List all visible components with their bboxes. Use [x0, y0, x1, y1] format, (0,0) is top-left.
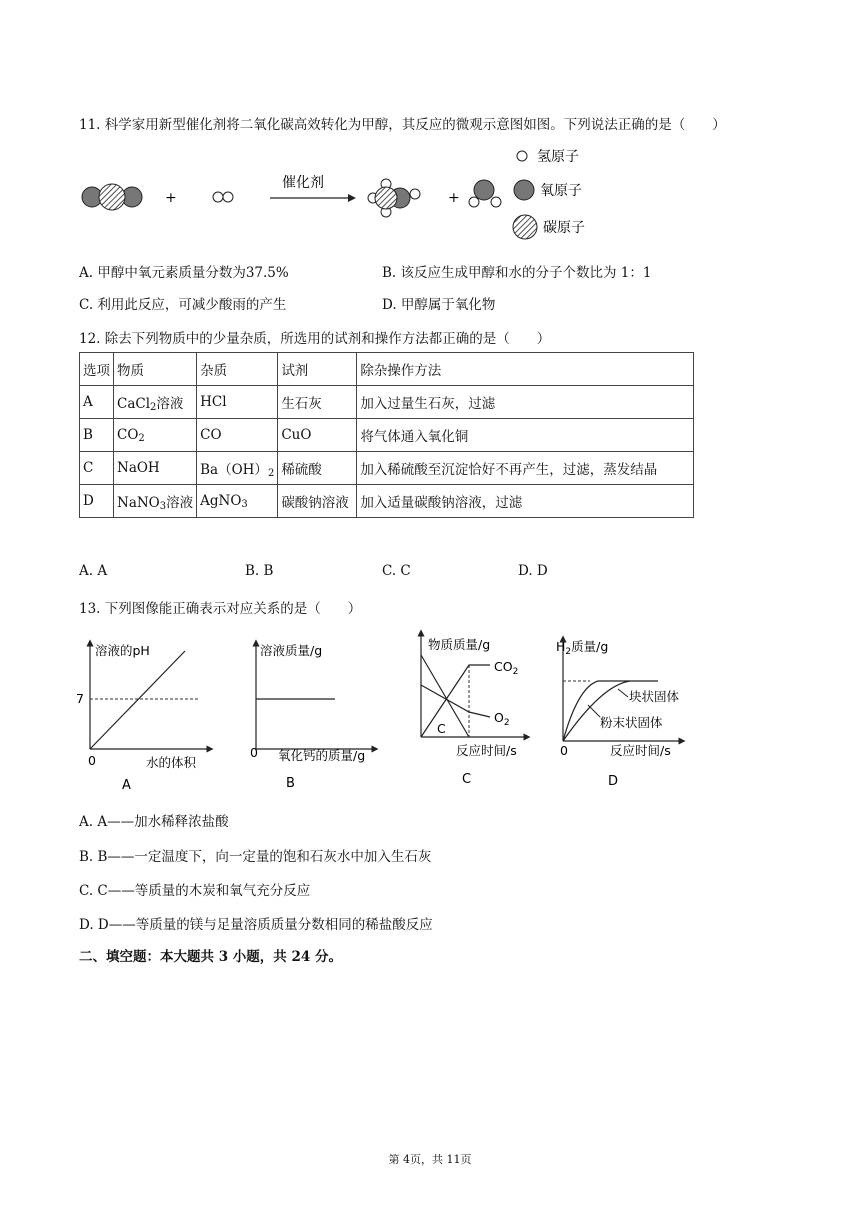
graph-a-caption: A — [122, 778, 131, 793]
legend-hydrogen: 氢原子 — [537, 149, 579, 165]
graph-b — [250, 643, 375, 791]
table-cell: NaNO$_3$溶液 — [114, 485, 197, 518]
table-cell: 加入稀硫酸至沉淀恰好不再产生，过滤，蒸发结晶 — [357, 452, 694, 485]
table-cell: D — [80, 485, 114, 518]
graph-b-xlabel: 氧化钙的质量/g — [278, 748, 366, 763]
water-molecule-icon — [469, 180, 501, 207]
table-cell: CaCl$_2$溶液 — [114, 386, 197, 419]
table-cell: $Ba(OH)_2$ — [197, 452, 278, 485]
table-row — [80, 485, 694, 518]
table-cell: 碳酸钠溶液 — [278, 485, 357, 518]
table-header-cell: 物质 — [114, 353, 197, 386]
graph-c-c-label: C — [437, 721, 446, 736]
graph-d-xlabel: 反应时间/s — [610, 743, 671, 758]
q12-option-b: B. B — [245, 563, 274, 579]
graph-b-caption: B — [286, 776, 295, 791]
legend-oxygen: 氧原子 — [540, 183, 582, 199]
section-heading: 二、填空题：本大题共 3 小题，共 24 分。 — [79, 949, 342, 965]
q11-option-a: A. 甲醇中氧元素质量分数为37.5% — [79, 265, 289, 281]
table-cell: AgNO$_3$ — [197, 485, 278, 518]
q12-option-d: D. D — [518, 563, 548, 579]
graph-d — [556, 639, 682, 789]
methanol-molecule-icon — [368, 179, 420, 217]
table-cell: $CO_2$ — [114, 419, 197, 452]
carbon-atom-icon — [513, 215, 537, 239]
q12-option-c: C. C — [382, 563, 411, 579]
table-row — [80, 419, 694, 452]
q11-stem: 11. 科学家用新型催化剂将二氧化碳高效转化为甲醇，其反应的微观示意图如图。下列说法正确的是（ ） — [79, 117, 726, 133]
oxygen-atom-icon — [514, 180, 534, 200]
table-header-cell: 选项 — [80, 353, 114, 386]
graph-c-o2-line — [421, 685, 490, 717]
q11-option-b: B. 该反应生成甲醇和水的分子个数比为 1：1 — [382, 265, 652, 281]
graph-c-caption: C — [462, 772, 472, 787]
page-footer: 第 4页，共 11页 — [388, 1153, 472, 1166]
table-cell: CO — [197, 419, 278, 452]
q12-option-a: A. A — [79, 563, 108, 579]
graph-a-origin: 0 — [88, 753, 96, 768]
table-cell: 稀硫酸 — [278, 452, 357, 485]
graph-c-ylabel: 物质质量/g — [428, 637, 491, 652]
graph-d-origin: 0 — [560, 743, 568, 758]
table-header-cell: 试剂 — [278, 353, 357, 386]
graph-c-co2-label: $CO_2$ — [494, 659, 519, 677]
table-row — [80, 452, 694, 485]
graph-d-ylabel: $H_2$质量/g — [556, 639, 609, 657]
plus-sign-1: + — [165, 190, 177, 206]
q11-option-c: C. 利用此反应，可减少酸雨的产生 — [79, 297, 287, 313]
hydrogen-atom-icon — [517, 151, 527, 161]
q13-option-a: A. A——加水稀释浓盐酸 — [79, 814, 229, 830]
legend-carbon: 碳原子 — [543, 220, 585, 236]
graph-c-xlabel: 反应时间/s — [456, 743, 517, 758]
table-cell: NaOH — [114, 452, 197, 485]
graph-a-tick: 7 — [76, 691, 84, 706]
table-cell: HCl — [197, 386, 278, 419]
impurity-table — [79, 352, 694, 518]
graph-a — [76, 643, 210, 793]
q13-option-c: C. C——等质量的木炭和氧气充分反应 — [79, 883, 311, 899]
q13-option-d: D. D——等质量的镁与足量溶质质量分数相同的稀盐酸反应 — [79, 917, 433, 933]
graph-d-block-label: 块状固体 — [629, 689, 680, 704]
table-cell: B — [80, 419, 114, 452]
graph-c-co2-line — [421, 665, 490, 737]
graph-a-line — [90, 651, 185, 749]
catalyst-label: 催化剂 — [282, 175, 324, 191]
q11-option-d: D. 甲醇属于氧化物 — [382, 297, 496, 313]
table-header-cell: 除杂操作方法 — [357, 353, 694, 386]
graph-a-xlabel: 水的体积 — [146, 755, 197, 770]
table-row — [80, 386, 694, 419]
graph-d-caption: D — [608, 774, 619, 789]
graph-c — [421, 633, 527, 787]
co2-molecule-icon — [82, 184, 142, 210]
q12-stem: 12. 除去下列物质中的少量杂质，所选用的试剂和操作方法都正确的是（ ） — [79, 331, 551, 347]
graph-b-ylabel: 溶液质量/g — [260, 643, 323, 658]
graph-a-ylabel: 溶液的pH — [95, 643, 150, 658]
table-cell: 加入适量碳酸钠溶液，过滤 — [357, 485, 694, 518]
legend — [513, 149, 585, 239]
table-header-cell: 杂质 — [197, 353, 278, 386]
q13-stem: 13. 下列图像能正确表示对应关系的是（ ） — [79, 601, 362, 617]
q11-reaction-diagram — [70, 140, 790, 250]
q13-option-b: B. B——一定温度下，向一定量的饱和石灰水中加入生石灰 — [79, 849, 432, 865]
graph-d-powder-label: 粉末状固体 — [600, 715, 663, 730]
plus-sign-2: + — [448, 190, 460, 206]
table-cell: 加入过量生石灰，过滤 — [357, 386, 694, 419]
q13-graphs — [70, 625, 710, 795]
h2-molecule-icon — [213, 192, 233, 202]
table-cell: C — [80, 452, 114, 485]
table-cell: A — [80, 386, 114, 419]
graph-c-o2-label: $O_2$ — [494, 710, 510, 728]
table-header-row — [80, 353, 694, 386]
table-cell: 生石灰 — [278, 386, 357, 419]
graph-b-origin: 0 — [250, 745, 258, 760]
table-cell: CuO — [278, 419, 357, 452]
table-cell: 将气体通入氧化铜 — [357, 419, 694, 452]
